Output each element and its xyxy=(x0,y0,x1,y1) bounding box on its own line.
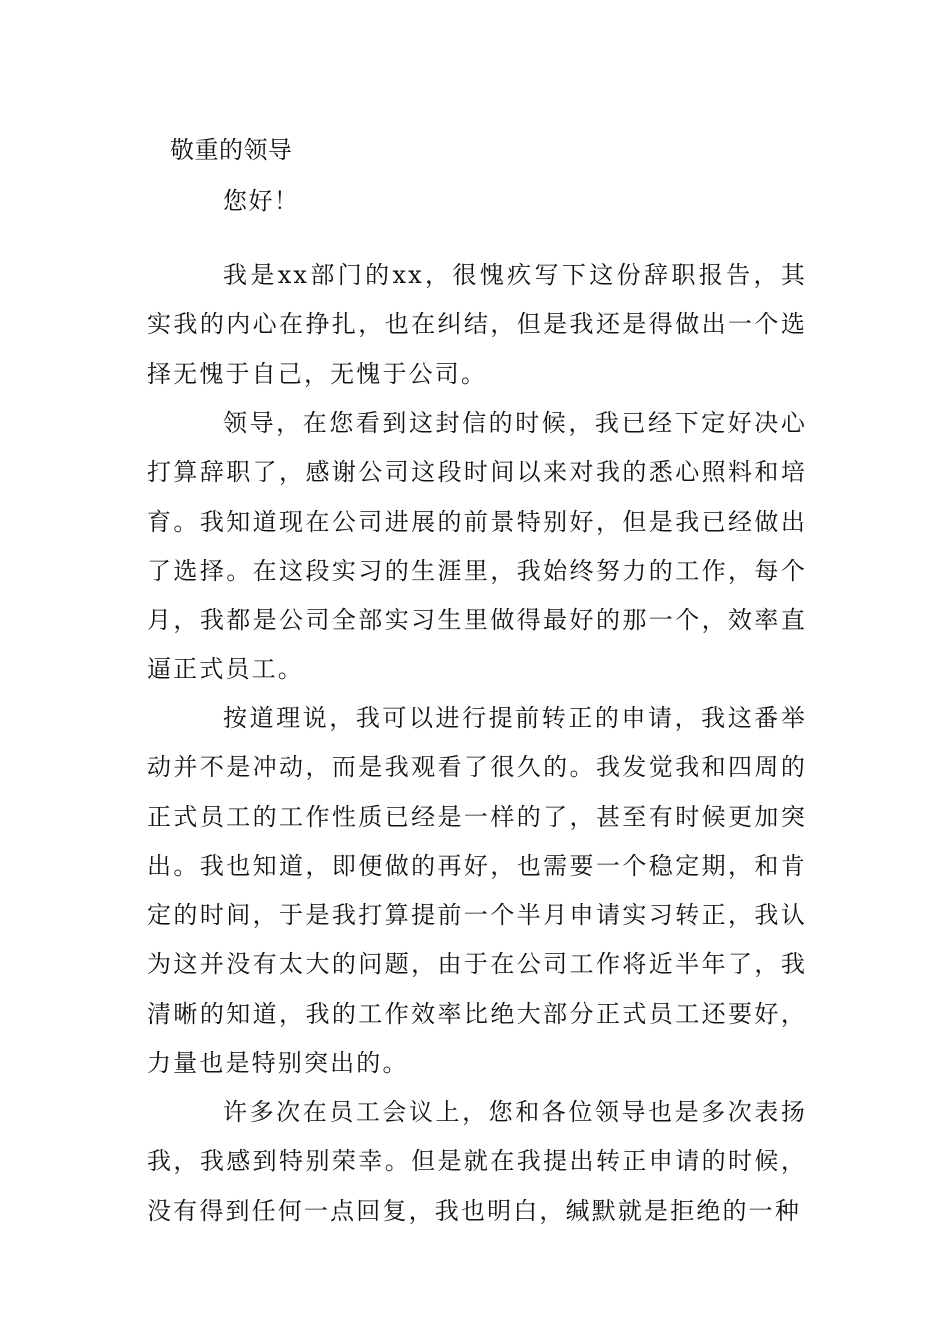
greeting: 您好！ xyxy=(223,187,300,215)
paragraph-3: 按道理说，我可以进行提前转正的申请，我这番举动并不是冲动，而是我观看了很久的。我发觉我和四周的正式员工的工作性质已经是一样的了，甚至有时候更加突出。我也知道，即便做的再好，也需要一个稳定期，和肯定的时间，于是我打算提前一个半月申请实习转正，我认为这并没有太大的问题，由于在公司工作将近半年了，我清晰的知道，我的工作效率比绝大部分正式员工还要好，力量也是特别突出的。 xyxy=(147,704,807,1078)
salutation: 敬重的领导 xyxy=(170,136,293,164)
paragraph-2: 领导，在您看到这封信的时候，我已经下定好决心打算辞职了，感谢公司这段时间以来对我的悉心照料和培育。我知道现在公司进展的前景特别好，但是我已经做出了选择。在这段实习的生涯里，我始终努力的工作，每个月，我都是公司全部实习生里做得最好的那一个，效率直逼正式员工。 xyxy=(147,409,807,684)
paragraph-4: 许多次在员工会议上，您和各位领导也是多次表扬我，我感到特别荣幸。但是就在我提出转正申请的时候，没有得到任何一点回复，我也明白，缄默就是拒绝的一种 xyxy=(147,1098,807,1225)
paragraph-1: 我是xx部门的xx，很愧疚写下这份辞职报告，其实我的内心在挣扎，也在纠结，但是我还是得做出一个选择无愧于自己，无愧于公司。 xyxy=(147,261,807,388)
